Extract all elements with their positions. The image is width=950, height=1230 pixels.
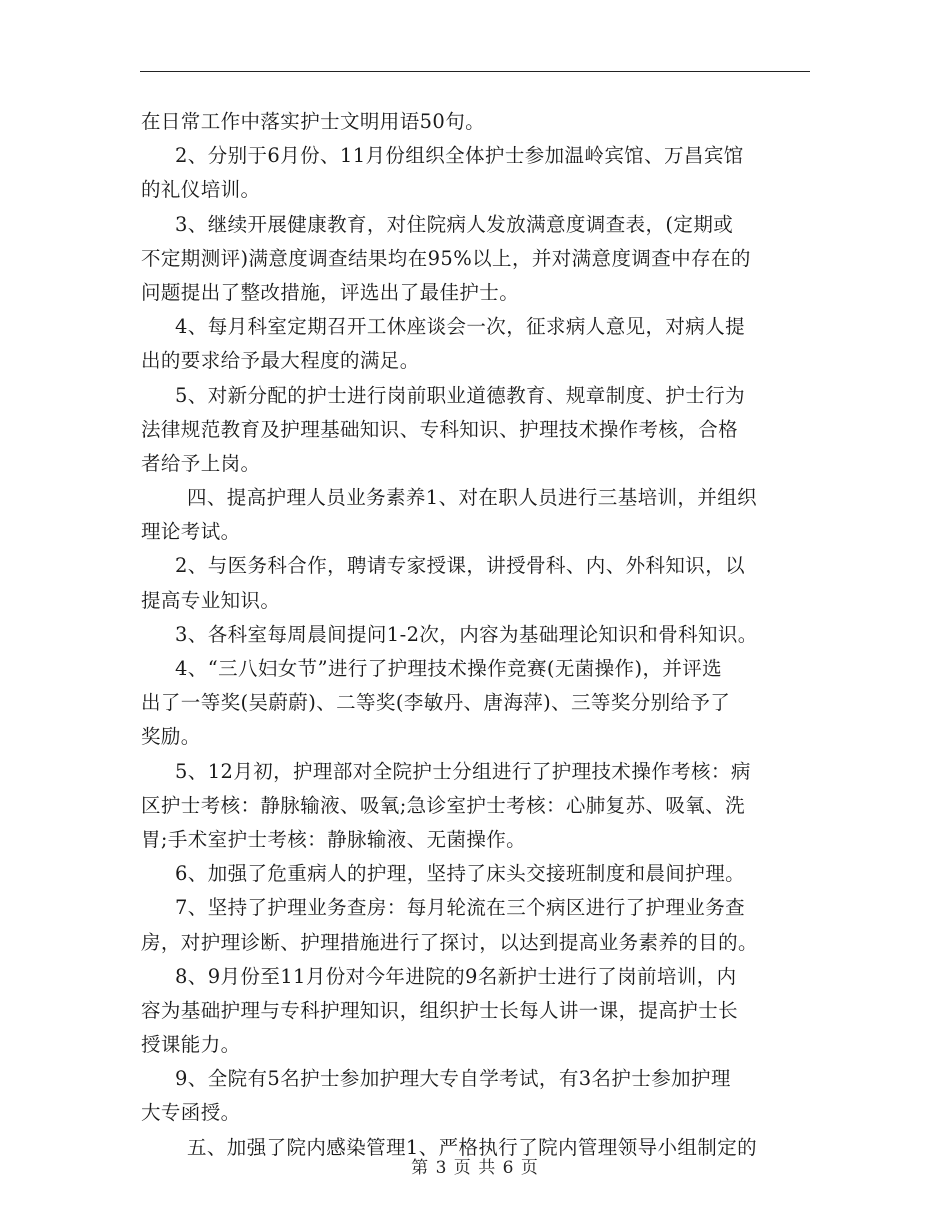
text-line: 的礼仪培训。: [141, 178, 261, 202]
text-line: 理论考试。: [141, 520, 241, 544]
text-line: 3、继续开展健康教育，对住院病人发放满意度调查表，(定期或: [175, 212, 734, 236]
text-line: 区护士考核：静脉输液、吸氧;急诊室护士考核：心肺复苏、吸氧、洗: [141, 793, 745, 817]
text-line: 不定期测评)满意度调查结果均在95%以上，并对满意度调查中存在的: [141, 246, 751, 270]
text-line: 出了一等奖(吴蔚蔚)、二等奖(李敏丹、唐海萍)、三等奖分别给予了: [141, 691, 731, 715]
text-line: 在日常工作中落实护士文明用语50句。: [141, 110, 486, 133]
text-line: 出的要求给予最大程度的满足。: [141, 349, 420, 373]
text-line: 授课能力。: [141, 1033, 241, 1057]
text-line: 提高专业知识。: [141, 588, 281, 612]
text-line: 4、每月科室定期召开工休座谈会一次，征求病人意见，对病人提: [175, 315, 746, 339]
text-line: 5、对新分配的护士进行岗前职业道德教育、规章制度、护士行为: [175, 383, 746, 407]
document-body: [141, 105, 813, 1165]
text-line: 7、坚持了护理业务查房：每月轮流在三个病区进行了护理业务查: [175, 896, 746, 920]
text-line: 6、加强了危重病人的护理，坚持了床头交接班制度和晨间护理。: [175, 862, 746, 886]
text-line: 大专函授。: [141, 1101, 241, 1125]
text-line: 房，对护理诊断、护理措施进行了探讨，以达到提高业务素养的目的。: [141, 930, 758, 954]
text-line: 4、“三八妇女节”进行了护理技术操作竞赛(无菌操作)，并评选: [175, 657, 723, 680]
text-line: 五、加强了院内感染管理1、严格执行了院内管理领导小组制定的: [187, 1135, 758, 1159]
text-line: 胃;手术室护士考核：静脉输液、无菌操作。: [141, 827, 527, 851]
page-number-footer: 第 3 页 共 6 页: [411, 1158, 539, 1178]
text-line: 奖励。: [141, 725, 201, 749]
text-line: 四、提高护理人员业务素养1、对在职人员进行三基培训，并组织: [187, 486, 758, 510]
text-line: 5、12月初，护理部对全院护士分组进行了护理技术操作考核：病: [175, 759, 751, 783]
header-rule: [140, 71, 810, 72]
text-line: 者给予上岗。: [141, 451, 261, 475]
text-line: 容为基础护理与专科护理知识，组织护士长每人讲一课，提高护士长: [141, 998, 739, 1022]
text-line: 法律规范教育及护理基础知识、专科知识、护理技术操作考核，合格: [141, 417, 739, 441]
text-line: 2、分别于6月份、11月份组织全体护士参加温岭宾馆、万昌宾馆: [175, 144, 744, 168]
text-line: 8、9月份至11月份对今年进院的9名新护士进行了岗前培训，内: [175, 964, 737, 988]
text-line: 9、全院有5名护士参加护理大专自学考试，有3名护士参加护理: [175, 1067, 731, 1091]
text-line: 问题提出了整改措施，评选出了最佳护士。: [141, 280, 520, 304]
text-line: 2、与医务科合作，聘请专家授课，讲授骨科、内、外科知识，以: [175, 554, 746, 578]
text-line: 3、各科室每周晨间提问1-2次，内容为基础理论知识和骨科知识。: [175, 622, 758, 646]
